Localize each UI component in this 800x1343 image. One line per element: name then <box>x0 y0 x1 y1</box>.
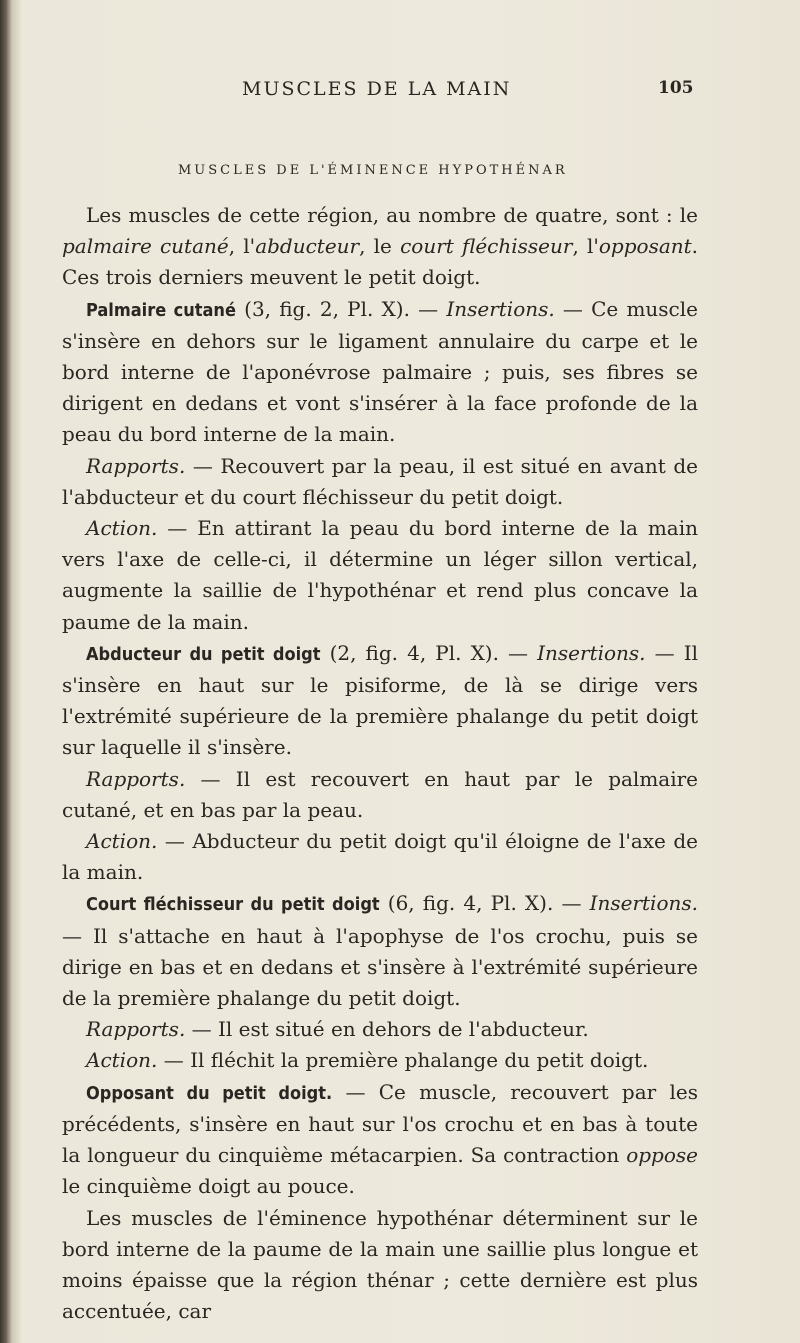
abducteur-rapports <box>62 764 698 826</box>
action-text: — Abducteur du petit doigt qu'il éloigne de l'axe de la main. <box>62 829 698 885</box>
figure-ref: (3, fig. 2, Pl. X). — <box>235 296 447 321</box>
running-title: MUSCLES DE LA MAIN <box>242 78 512 100</box>
insertions-text: — Il s'insère en haut sur le pisiforme, de là se dirige vers l'extrémité supérieure de la première phalange du petit doigt sur laquelle il s'insère. <box>62 640 698 760</box>
action-label: Action. <box>86 1048 158 1073</box>
court-rapports <box>62 1014 698 1045</box>
term-palmaire: palmaire cutané <box>62 234 229 259</box>
rapports-label: Rapports. <box>86 453 186 478</box>
court-action <box>62 1045 698 1076</box>
intro-text: Les muscles de cette région, au nombre de quatre, sont : le <box>86 203 698 227</box>
insertions-text: — Il s'attache en haut à l'apophyse de l'os crochu, puis se dirige en bas et en dedans et s'insère à l'extrémité supérieure de la première phalange du petit doigt. <box>62 923 698 1011</box>
muscle-heading: Opposant du petit doigt. <box>86 1082 333 1104</box>
insertions-label: Insertions. <box>446 296 555 321</box>
muscle-heading: Abducteur du petit doigt <box>86 643 321 665</box>
muscle-heading: Palmaire cutané <box>86 299 236 321</box>
intro-sep: , l' <box>572 234 599 259</box>
oppose-term: oppose <box>626 1143 698 1168</box>
muscle-heading: Court fléchisseur du petit doigt <box>86 894 380 916</box>
action-text: — En attirant la peau du bord interne de la main vers l'axe de celle-ci, il détermine un léger sillon vertical, augmente la saillie de l'hypothénar et rend plus concave la paume de la main. <box>62 516 698 634</box>
insertions-label: Insertions. <box>537 640 646 665</box>
palmaire-insertions <box>62 294 698 451</box>
figure-ref: (6, fig. 4, Pl. X). — <box>379 891 590 916</box>
term-opposant: opposant <box>598 234 692 259</box>
rapports-text: — Il est recouvert en haut par le palmaire cutané, et en bas par la peau. <box>62 766 698 822</box>
rapports-text: — Il est situé en dehors de l'abducteur. <box>185 1017 589 1042</box>
rapports-label: Rapports. <box>86 766 186 791</box>
body-text <box>62 200 698 1327</box>
action-text: — Il fléchit la première phalange du petit doigt. <box>157 1048 649 1073</box>
term-abducteur: abducteur <box>255 234 360 259</box>
page-header <box>0 78 800 108</box>
term-court: court fléchisseur <box>400 234 573 259</box>
abducteur-insertions <box>62 638 698 764</box>
closing-paragraph: Les muscles de l'éminence hypothénar déterminent sur le bord interne de la paume de la main une saillie plus longue et moins épaisse que la région thénar ; cette dernière est plus accentuée, car <box>62 1205 698 1324</box>
rapports-text: — Recouvert par la peau, il est situé en avant de l'abducteur et du court fléchisseur du petit doigt. <box>62 453 698 509</box>
rapports-label: Rapports. <box>86 1017 186 1042</box>
abducteur-action <box>62 826 698 888</box>
palmaire-rapports <box>62 451 698 513</box>
court-insertions <box>62 888 698 1014</box>
intro-paragraph <box>62 200 698 294</box>
intro-text: . Ces trois derniers meuvent le petit doigt. <box>62 234 699 290</box>
page-number: 105 <box>658 78 694 98</box>
figure-ref: (2, fig. 4, Pl. X). — <box>320 640 538 665</box>
palmaire-action <box>62 513 698 638</box>
section-title: MUSCLES DE L'ÉMINENCE HYPOTHÉNAR <box>178 163 568 178</box>
intro-sep: , le <box>359 234 401 259</box>
action-label: Action. <box>86 829 158 854</box>
intro-sep: , l' <box>228 234 256 259</box>
insertions-label: Insertions. <box>589 891 698 916</box>
opposant-text: le cinquième doigt au pouce. <box>62 1174 355 1199</box>
opposant-paragraph <box>62 1077 698 1203</box>
action-label: Action. <box>86 516 158 541</box>
opposant-text: — Ce muscle, recouvert par les précédents, s'insère en haut sur l'os crochu et en bas à toute la longueur du cinquième métacarpien. Sa contraction <box>62 1079 699 1168</box>
insertions-text: — Ce muscle s'insère en dehors sur le ligament annulaire du carpe et le bord interne de l'aponévrose palmaire ; puis, ses fibres se dirigent en dedans et vont s'insérer à la face profonde de la peau du bord interne de la main. <box>62 296 698 447</box>
